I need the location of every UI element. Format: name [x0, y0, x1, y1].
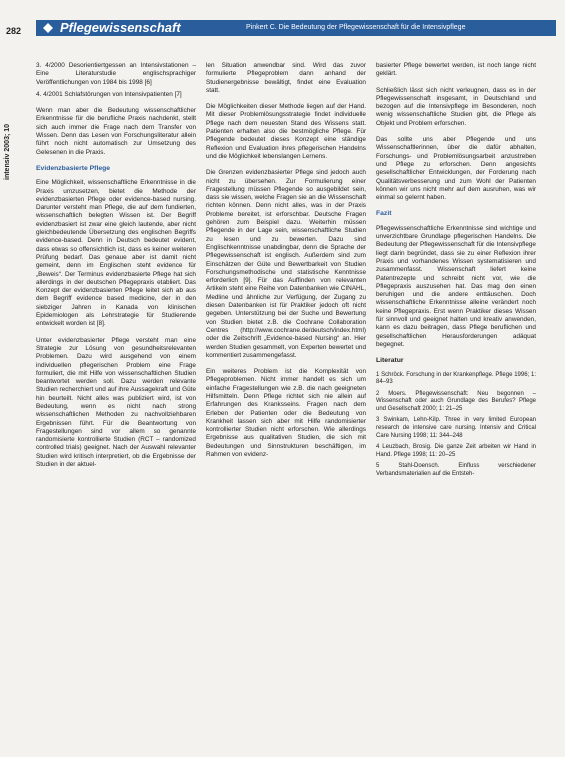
section-heading: Evidenzbasierte Pflege: [36, 164, 111, 172]
column-2: [206, 62, 366, 467]
reference-item: 2 Moers. Pflegewissenschaft: Neu begonnen – Wissenschaft oder auch Grundlage des Berufes? Pflege und Gesellschaft 2000; 1: 21–25: [376, 390, 536, 412]
paragraph: Die Grenzen evidenzbasierter Pflege sind jedoch auch nicht zu übersehen. Zur Formulierung einer Fragestellung müssen Pflegende so ausgebildet sein, dass sie wissen, welche Fragen sie an die Wissenschaft richten können. Denn nicht alles, was in der Praxis Probleme bereitet, ist erforschbar. Deutsche Fragen gehören zum Beispiel dazu. Weiterhin müssen Pflegende in der Lage sein, wissenschaftliche Studien zu lesen und zu bewerten. Dazu sind Englischkenntnisse unabdingbar, denn die Sprache der Pflegewissenschaft ist englisch. Außerdem sind zum Einschätzen der Güte und Bewertbarkeit von Studien Forschungsmethodische und statistische Kenntnisse erforderlich [9]. Für das Auffinden von relevanten Artikeln steht eine Reihe von Datenbanken wie CINAHL, Medline und ähnliche zur Verfügung, der Zugang zu diesen Datenbanken ist für Praktiker jedoch oft nicht gegeben. Unterstützung bei der Suche und Bewertung von Studien bietet z.B. die Cochrane Collaboration Centres (http://www.cochrane.de/deutsch/index.html) oder die Zeitschrift „Evidence-based Nursing“ an. Hier werden Studien gesammelt, von Experten bewertet und kommentiert zusammengefasst.: [206, 169, 366, 359]
running-header: [36, 20, 556, 36]
paragraph: Die Möglichkeiten dieser Methode liegen auf der Hand. Mit dieser Problemlösungsstrategie findet individuelle Pflege nach dem neuesten Stand des Wissens statt. Patienten erhalten also die bestmögliche Pflege. Für Pflegende bedeutet dieses Konzept eine ständige Reflexion und Evaluation ihres pflegerischen Handelns und die Möglichkeit lebenslangen Lernens.: [206, 103, 366, 160]
list-item: 4. 4/2001 Schlafstörungen von Intensivpatienten [7]: [36, 90, 182, 98]
column-3: [376, 62, 536, 487]
section-heading: Fazit: [376, 210, 392, 218]
paragraph: Unter evidenzbasierter Pflege versteht man eine Strategie zur Lösung von gesundheitsrelevanten Problemen. Dazu wird ausgehend von einem individuellen pflegerischen Problem eine Frage formuliert, die mit Hilfe von wissenschaftlichen Studien beantwortet werden soll. Dazu werden relevante Studien recherchiert und auf ihre Aussagekraft und Güte hin beurteilt. Nicht alles was publiziert wird, ist von Bedeutung, wenn es nicht nach strong wissenschaftlichen Methoden zu nachvollziehbaren Ergebnissen führt. Für die Beantwortung von Fragestellungen sind vor allem so genannte randomisierte kontrollierte Studien (RCT – randomized controlled trials) geeignet. Nach der Auswahl relevanter Studien wird kritisch interpretiert, ob die Ergebnisse der Studien in der aktuel-: [36, 336, 196, 469]
paragraph: basierter Pflege bewertet werden, ist noch lange nicht geklärt.: [376, 62, 536, 78]
column-1: [36, 62, 196, 477]
page-number: 282: [6, 26, 22, 36]
reference-item: 1 Schröck. Forschung in der Krankenpflege. Pflege 1996; 1: 84–93: [376, 371, 536, 386]
paragraph: Wenn man aber die Bedeutung wissenschaftlicher Erkenntnisse für die berufliche Praxis nachdenkt, stellt sich auch immer die Frage nach dem Transfer von Wissen. Denn das Lesen von Forschungsliteratur allein führt noch nicht automatisch zur Umsetzung des Gelesenen in die Praxis.: [36, 107, 196, 156]
reference-list: [376, 372, 536, 479]
paragraph: Eine Möglichkeit, wissenschaftliche Erkenntnisse in die Praxis umzusetzen, bietet die Methode der evidenzbasierten Pflege oder evidence-based nursing. Darunter versteht man Pflege, die auf dem fundierten, wissenschaftlich belegten Wissen ist. Der Begriff evidenzbasiert ist zwar eine gleich lautende, aber nicht gleichbedeutende Übersetzung des englischen Begriffs evidence-based. Denn in Deutsch bedeutet evident, dass etwas so offensichtlich ist, dass es keiner weiteren Prüfung bedarf. Das genaue aber ist damit nicht gemeint, denn im Englischen steht evidence für „Beweis“. Der Terminus evidenzbasierte Pflege hat sich allerdings in der deutschen Pflegepraxis etabliert. Das Konzept der evidenzbasierten Pflege leitet sich ab aus dem Begriff evidence based medicine, der in den siebziger Jahren in Kanada von klinischen Epidemiologen als Lehrstrategie für Studierende entwickelt worden ist [8].: [36, 179, 196, 328]
journal-logo-icon: [42, 22, 54, 34]
section-heading: Literatur: [376, 357, 404, 365]
article-title: Pinkert C. Die Bedeutung der Pflegewissenschaft für die Intensivpflege: [246, 24, 466, 31]
reference-item: 4 Leuzbach, Brosig. Die ganze Zeit arbeiten wir Hand in Hand. Pflege 1998; 11: 20–25: [376, 444, 536, 458]
paragraph: Schließlich lässt sich nicht verleugnen, dass es in der Pflegewissenschaft insgesamt, in Deutschland und bezogen auf die Intensivpflege im Besonderen, noch wenig wissenschaftliche Studien gibt, die Pflege als Objekt und Problem erforschen.: [376, 86, 536, 127]
reference-item: 5 Stahl-Doensch. Einfluss verschiedener Verbandsmaterialien auf die Entsteh-: [376, 463, 536, 478]
side-label: intensiv 2003; 10: [4, 123, 11, 180]
journal-name: Pflegewissenschaft: [60, 20, 181, 35]
paragraph: Das sollte uns aber Pflegende und uns Wissenschaftlerinnen, über die dafür abhalten, Forschungs- und Problemlösungsarbeit anzustreben und Pflege zu erforschen. Denn angesichts gesellschaftlicher Entwicklungen, der Forderung nach Qualitätsverbesserung und zum Wohl der Patienten können wir uns nicht mehr auf dem ausruhen, was wir einmal so gelernt haben.: [376, 136, 536, 202]
paragraph: Pflegewissenschaftliche Erkenntnisse sind wichtige und unverzichtbare Grundlage pflegerischen Handelns. Die Bedeutung der Pflegewissenschaft für die Intensivpflege liegt darin begründet, dass sie zu einer Reflexion ihrer Praxis und vorhandenes Wissen systematisieren und zusammenfasst. Wissenschaft liefert keine Patentrezepte und schreibt nicht vor, wie die Pflegepraxis auszusehen hat. Das mag den einen beruhigen und die andere enttäuschen. Doch wissenschaftliche Erkenntnisse alleine verändert noch keine Pflegepraxis. Erst wenn Praktiker dieses Wissen für sinnvoll und geeignet halten und kreativ anwenden, kann es dazu beitragen, dass Pflege beruflichen und gesellschaftlichen Herausforderungen adäquat begegnet.: [376, 224, 536, 348]
list-item: 3. 4/2000 Desorientiertgessen an Intensivstationen – Eine Literaturstudie englischsprachiger Veröffentlichungen von 1984 bis 1998 [6]: [36, 62, 196, 86]
paragraph: len Situation anwendbar sind. Wird das zuvor formulierte Pflegeproblem dann anhand der Studienergebnisse bewältigt, findet eine Evaluation statt.: [206, 62, 366, 94]
reference-item: 3 Swinkam, Lehn-Kilp. Three in very limited European research de intensive care nursing. Intensiv and Critical Care Nursing 1998; 11: 344–248: [376, 417, 536, 439]
paragraph: Ein weiteres Problem ist die Komplexität von Pflegeproblemen. Nicht immer handelt es sich um einfache Fragestellungen wie z.B. die nach geeigneten Hilfsmitteln. Denn Pflege richtet sich nie allein auf Erfahrungen des Kranksseins. Fragen nach dem Erleben der Patienten oder die Bedeutung von Krankheit lassen sich aber mit Hilfe randomisierter kontrollierter Studien nicht erforschen. Wie allerdings Ergebnisse aus qualitativen Studien, die sich mit Bedeutungen und Sinnstrukturen beschäftigen, im Rahmen von evidenz-: [206, 368, 366, 459]
